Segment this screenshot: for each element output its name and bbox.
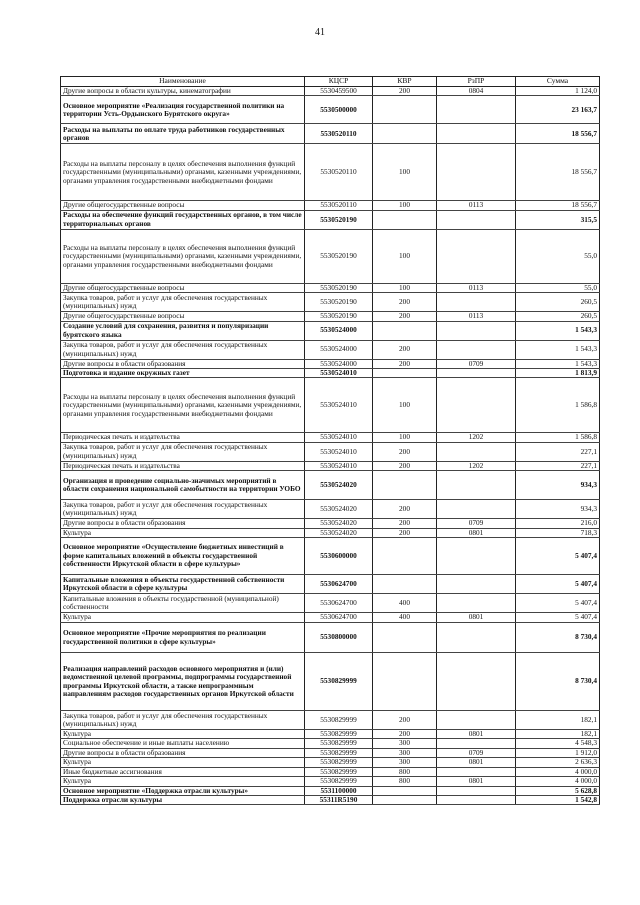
cell-kcsr: 5530829999 — [305, 711, 373, 730]
cell-kvr: 200 — [373, 312, 437, 321]
cell-kcsr: 5530520190 — [305, 312, 373, 321]
cell-sum: 18 556,7 — [516, 201, 600, 210]
table-row — [61, 378, 600, 433]
cell-kvr: 100 — [373, 201, 437, 210]
cell-rzpr: 0709 — [437, 748, 516, 757]
cell-kvr — [373, 653, 437, 711]
cell-rzpr — [437, 623, 516, 653]
cell-kcsr: 5530800000 — [305, 623, 373, 653]
cell-sum: 1 813,9 — [516, 369, 600, 378]
cell-sum: 718,3 — [516, 528, 600, 537]
cell-rzpr: 0709 — [437, 359, 516, 368]
cell-sum: 1 542,8 — [516, 795, 600, 804]
cell-name: Закупка товаров, работ и услуг для обеспечения государственных (муниципальных) нужд — [61, 442, 305, 461]
cell-sum: 1 586,8 — [516, 433, 600, 442]
cell-kcsr: 5530520110 — [305, 201, 373, 210]
cell-sum: 1 912,0 — [516, 748, 600, 757]
cell-kcsr: 5530624700 — [305, 575, 373, 594]
column-header-name: Наименование — [61, 77, 305, 87]
cell-sum: 8 730,4 — [516, 653, 600, 711]
cell-name: Реализация направлений расходов основного мероприятия и (или) ведомственной целевой программы, подпрограммы государственной программы Иркутской области, а также непрограммным направлениям расходов государственных органов Иркутской области — [61, 653, 305, 711]
cell-kvr: 400 — [373, 594, 437, 613]
cell-rzpr: 0801 — [437, 758, 516, 767]
cell-name: Создание условий для сохранения, развития и популяризации бурятского языка — [61, 321, 305, 340]
cell-kvr: 200 — [373, 359, 437, 368]
cell-kcsr: 5530520190 — [305, 283, 373, 292]
cell-sum: 1 543,3 — [516, 359, 600, 368]
cell-kvr: 100 — [373, 433, 437, 442]
cell-sum: 182,1 — [516, 730, 600, 739]
cell-kvr: 200 — [373, 500, 437, 519]
table-row — [61, 711, 600, 730]
table-row — [61, 575, 600, 594]
cell-sum: 5 407,4 — [516, 538, 600, 575]
cell-name: Организация и проведение социально-значимых мероприятий в области сохранения национальной самобытности на территории УОБО — [61, 471, 305, 500]
cell-name: Расходы на выплаты по оплате труда работников государственных органов — [61, 124, 305, 144]
cell-kvr: 200 — [373, 340, 437, 359]
cell-rzpr: 0113 — [437, 201, 516, 210]
cell-kcsr: 5530524000 — [305, 359, 373, 368]
cell-sum: 23 163,7 — [516, 96, 600, 124]
cell-kvr: 300 — [373, 758, 437, 767]
cell-rzpr: 0113 — [437, 283, 516, 292]
cell-kvr: 100 — [373, 283, 437, 292]
table-row — [61, 293, 600, 312]
cell-rzpr: 0113 — [437, 312, 516, 321]
cell-kvr: 100 — [373, 229, 437, 283]
cell-sum: 315,5 — [516, 210, 600, 229]
cell-rzpr — [437, 229, 516, 283]
cell-kcsr: 5530520110 — [305, 124, 373, 144]
cell-rzpr — [437, 739, 516, 748]
table-row — [61, 519, 600, 528]
cell-rzpr: 0801 — [437, 777, 516, 786]
table-row — [61, 623, 600, 653]
cell-name: Капитальные вложения в объекты государственной (муниципальной) собственности — [61, 594, 305, 613]
table-row — [61, 321, 600, 340]
cell-sum: 1 543,3 — [516, 321, 600, 340]
table-row — [61, 144, 600, 201]
cell-name: Закупка товаров, работ и услуг для обеспечения государственных (муниципальных) нужд — [61, 340, 305, 359]
column-header-kvr: КВР — [373, 77, 437, 87]
cell-rzpr — [437, 471, 516, 500]
budget-table — [60, 76, 600, 805]
cell-kcsr: 5530524020 — [305, 528, 373, 537]
cell-kcsr: 5530829999 — [305, 758, 373, 767]
table-row — [61, 283, 600, 292]
table-row — [61, 594, 600, 613]
cell-rzpr — [437, 293, 516, 312]
cell-name: Поддержка отрасли культуры — [61, 795, 305, 804]
cell-kcsr: 5530520190 — [305, 210, 373, 229]
cell-sum: 4 000,0 — [516, 777, 600, 786]
table-row — [61, 613, 600, 623]
cell-name: Закупка товаров, работ и услуг для обеспечения государственных (муниципальных) нужд — [61, 711, 305, 730]
cell-kvr: 100 — [373, 144, 437, 201]
cell-sum: 5 407,4 — [516, 613, 600, 623]
cell-kcsr: 5530829999 — [305, 653, 373, 711]
cell-name: Социальное обеспечение и иные выплаты населению — [61, 739, 305, 748]
cell-sum: 2 636,3 — [516, 758, 600, 767]
cell-name: Другие общегосударственные вопросы — [61, 201, 305, 210]
table-header-row — [61, 77, 600, 87]
cell-kcsr: 5530500000 — [305, 96, 373, 124]
cell-name: Расходы на выплаты персоналу в целях обеспечения выполнения функций государственными (муниципальными) органами, казенными учреждениями, органами управления государственными внебюджетными фондами — [61, 378, 305, 433]
cell-sum: 1 586,8 — [516, 378, 600, 433]
cell-name: Основное мероприятие «Реализация государственной политики на территории Усть-Ордынского Бурятского округа» — [61, 96, 305, 124]
cell-rzpr: 0709 — [437, 519, 516, 528]
cell-name: Основное мероприятие «Прочие мероприятия по реализации государственной политики в сфере культуры» — [61, 623, 305, 653]
cell-sum: 227,1 — [516, 461, 600, 470]
table-row — [61, 210, 600, 229]
table-row — [61, 528, 600, 537]
table-row — [61, 758, 600, 767]
cell-name: Основное мероприятие «Осуществление бюджетных инвестиций в форме капитальных вложений в объекты государственной собственности Иркутской области в сфере культуры» — [61, 538, 305, 575]
table-row — [61, 739, 600, 748]
cell-kvr: 400 — [373, 613, 437, 623]
cell-rzpr — [437, 711, 516, 730]
table-row — [61, 461, 600, 470]
cell-rzpr — [437, 500, 516, 519]
table-row — [61, 369, 600, 378]
cell-kcsr: 5530524000 — [305, 340, 373, 359]
cell-kcsr: 5530829999 — [305, 730, 373, 739]
cell-kvr: 200 — [373, 730, 437, 739]
cell-kcsr: 5530524010 — [305, 442, 373, 461]
cell-name: Культура — [61, 777, 305, 786]
cell-kvr — [373, 795, 437, 804]
cell-kvr: 100 — [373, 378, 437, 433]
cell-rzpr — [437, 340, 516, 359]
cell-kcsr: 5530624700 — [305, 594, 373, 613]
cell-rzpr: 0801 — [437, 613, 516, 623]
table-row — [61, 124, 600, 144]
cell-rzpr — [437, 653, 516, 711]
cell-name: Подготовка и издание окружных газет — [61, 369, 305, 378]
table-row — [61, 442, 600, 461]
cell-rzpr — [437, 795, 516, 804]
cell-name: Другие вопросы в области образования — [61, 519, 305, 528]
cell-rzpr — [437, 210, 516, 229]
cell-kcsr: 5530524000 — [305, 321, 373, 340]
table-row — [61, 538, 600, 575]
cell-name: Другие вопросы в области образования — [61, 748, 305, 757]
cell-kvr — [373, 96, 437, 124]
table-row — [61, 87, 600, 96]
cell-rzpr — [437, 575, 516, 594]
cell-sum: 260,5 — [516, 293, 600, 312]
cell-sum: 1 124,0 — [516, 87, 600, 96]
column-header-rzpr: РзПР — [437, 77, 516, 87]
cell-kcsr: 5530520190 — [305, 229, 373, 283]
cell-name: Другие общегосударственные вопросы — [61, 312, 305, 321]
cell-kcsr: 5530624700 — [305, 613, 373, 623]
cell-kvr: 200 — [373, 442, 437, 461]
table-row — [61, 500, 600, 519]
cell-kvr: 800 — [373, 767, 437, 776]
table-row — [61, 777, 600, 786]
table-row — [61, 653, 600, 711]
cell-kvr — [373, 210, 437, 229]
cell-rzpr — [437, 594, 516, 613]
cell-kcsr: 5530829999 — [305, 748, 373, 757]
table-row — [61, 312, 600, 321]
cell-kvr: 800 — [373, 777, 437, 786]
cell-name: Закупка товаров, работ и услуг для обеспечения государственных (муниципальных) нужд — [61, 500, 305, 519]
table-row — [61, 229, 600, 283]
cell-rzpr — [437, 442, 516, 461]
cell-kcsr: 5530520190 — [305, 293, 373, 312]
cell-kvr — [373, 786, 437, 795]
cell-kvr — [373, 623, 437, 653]
cell-kcsr: 5530600000 — [305, 538, 373, 575]
table-row — [61, 795, 600, 804]
table-row — [61, 786, 600, 795]
cell-name: Периодическая печать и издательства — [61, 461, 305, 470]
cell-kcsr: 5530524020 — [305, 519, 373, 528]
cell-rzpr: 0801 — [437, 528, 516, 537]
cell-rzpr — [437, 378, 516, 433]
cell-sum: 55,0 — [516, 283, 600, 292]
cell-kvr: 200 — [373, 528, 437, 537]
cell-kcsr: 5530524020 — [305, 471, 373, 500]
cell-name: Расходы на выплаты персоналу в целях обеспечения выполнения функций государственными (муниципальными) органами, казенными учреждениями, органами управления государственными внебюджетными фондами — [61, 144, 305, 201]
cell-kcsr: 5531100000 — [305, 786, 373, 795]
cell-kvr — [373, 471, 437, 500]
cell-kvr: 300 — [373, 739, 437, 748]
cell-kcsr: 5530524010 — [305, 433, 373, 442]
cell-rzpr: 0804 — [437, 87, 516, 96]
cell-kcsr: 5530524010 — [305, 369, 373, 378]
cell-rzpr — [437, 538, 516, 575]
column-header-kcsr: КЦСР — [305, 77, 373, 87]
cell-kvr — [373, 575, 437, 594]
table-body — [61, 87, 600, 805]
cell-name: Расходы на обеспечение функций государственных органов, в том числе территориальных органов — [61, 210, 305, 229]
cell-sum: 4 000,0 — [516, 767, 600, 776]
cell-kvr: 200 — [373, 293, 437, 312]
cell-name: Другие вопросы в области образования — [61, 359, 305, 368]
cell-sum: 4 548,3 — [516, 739, 600, 748]
cell-kvr — [373, 124, 437, 144]
table-row — [61, 340, 600, 359]
cell-rzpr — [437, 786, 516, 795]
cell-name: Расходы на выплаты персоналу в целях обеспечения выполнения функций государственными (муниципальными) органами, казенными учреждениями, органами управления государственными внебюджетными фондами — [61, 229, 305, 283]
page-number: 41 — [315, 27, 325, 38]
cell-name: Периодическая печать и издательства — [61, 433, 305, 442]
cell-rzpr — [437, 96, 516, 124]
cell-kvr: 200 — [373, 711, 437, 730]
cell-kvr — [373, 369, 437, 378]
cell-sum: 1 543,3 — [516, 340, 600, 359]
cell-kvr: 200 — [373, 87, 437, 96]
cell-sum: 18 556,7 — [516, 124, 600, 144]
cell-rzpr — [437, 144, 516, 201]
cell-name: Культура — [61, 613, 305, 623]
cell-kcsr: 5530829999 — [305, 767, 373, 776]
cell-name: Основное мероприятие «Поддержка отрасли культуры» — [61, 786, 305, 795]
cell-kcsr: 5530829999 — [305, 739, 373, 748]
cell-rzpr — [437, 124, 516, 144]
cell-kcsr: 55311R5190 — [305, 795, 373, 804]
cell-name: Иные бюджетные ассигнования — [61, 767, 305, 776]
cell-kvr: 200 — [373, 461, 437, 470]
table-row — [61, 201, 600, 210]
cell-name: Культура — [61, 528, 305, 537]
cell-rzpr: 1202 — [437, 433, 516, 442]
cell-name: Закупка товаров, работ и услуг для обеспечения государственных (муниципальных) нужд — [61, 293, 305, 312]
cell-kcsr: 5530524010 — [305, 461, 373, 470]
cell-rzpr — [437, 321, 516, 340]
table-row — [61, 433, 600, 442]
cell-sum: 260,5 — [516, 312, 600, 321]
cell-kcsr: 5530524010 — [305, 378, 373, 433]
cell-kvr: 300 — [373, 748, 437, 757]
cell-sum: 8 730,4 — [516, 623, 600, 653]
table-row — [61, 96, 600, 124]
table-row — [61, 471, 600, 500]
cell-sum: 182,1 — [516, 711, 600, 730]
cell-kcsr: 5530829999 — [305, 777, 373, 786]
cell-sum: 18 556,7 — [516, 144, 600, 201]
cell-name: Капитальные вложения в объекты государственной собственности Иркутской области в сфере культуры — [61, 575, 305, 594]
cell-kcsr: 5530459500 — [305, 87, 373, 96]
cell-kvr — [373, 321, 437, 340]
cell-sum: 5 407,4 — [516, 575, 600, 594]
cell-name: Другие вопросы в области культуры, кинематографии — [61, 87, 305, 96]
cell-sum: 5 407,4 — [516, 594, 600, 613]
cell-sum: 216,0 — [516, 519, 600, 528]
cell-name: Культура — [61, 758, 305, 767]
cell-sum: 227,1 — [516, 442, 600, 461]
cell-kcsr: 5530520110 — [305, 144, 373, 201]
cell-kvr: 200 — [373, 519, 437, 528]
column-header-sum: Сумма — [516, 77, 600, 87]
cell-kcsr: 5530524020 — [305, 500, 373, 519]
cell-rzpr: 0801 — [437, 730, 516, 739]
cell-rzpr: 1202 — [437, 461, 516, 470]
cell-name: Культура — [61, 730, 305, 739]
cell-sum: 55,0 — [516, 229, 600, 283]
cell-sum: 934,3 — [516, 500, 600, 519]
cell-sum: 5 628,8 — [516, 786, 600, 795]
cell-kvr — [373, 538, 437, 575]
cell-name: Другие общегосударственные вопросы — [61, 283, 305, 292]
cell-rzpr — [437, 369, 516, 378]
cell-sum: 934,3 — [516, 471, 600, 500]
